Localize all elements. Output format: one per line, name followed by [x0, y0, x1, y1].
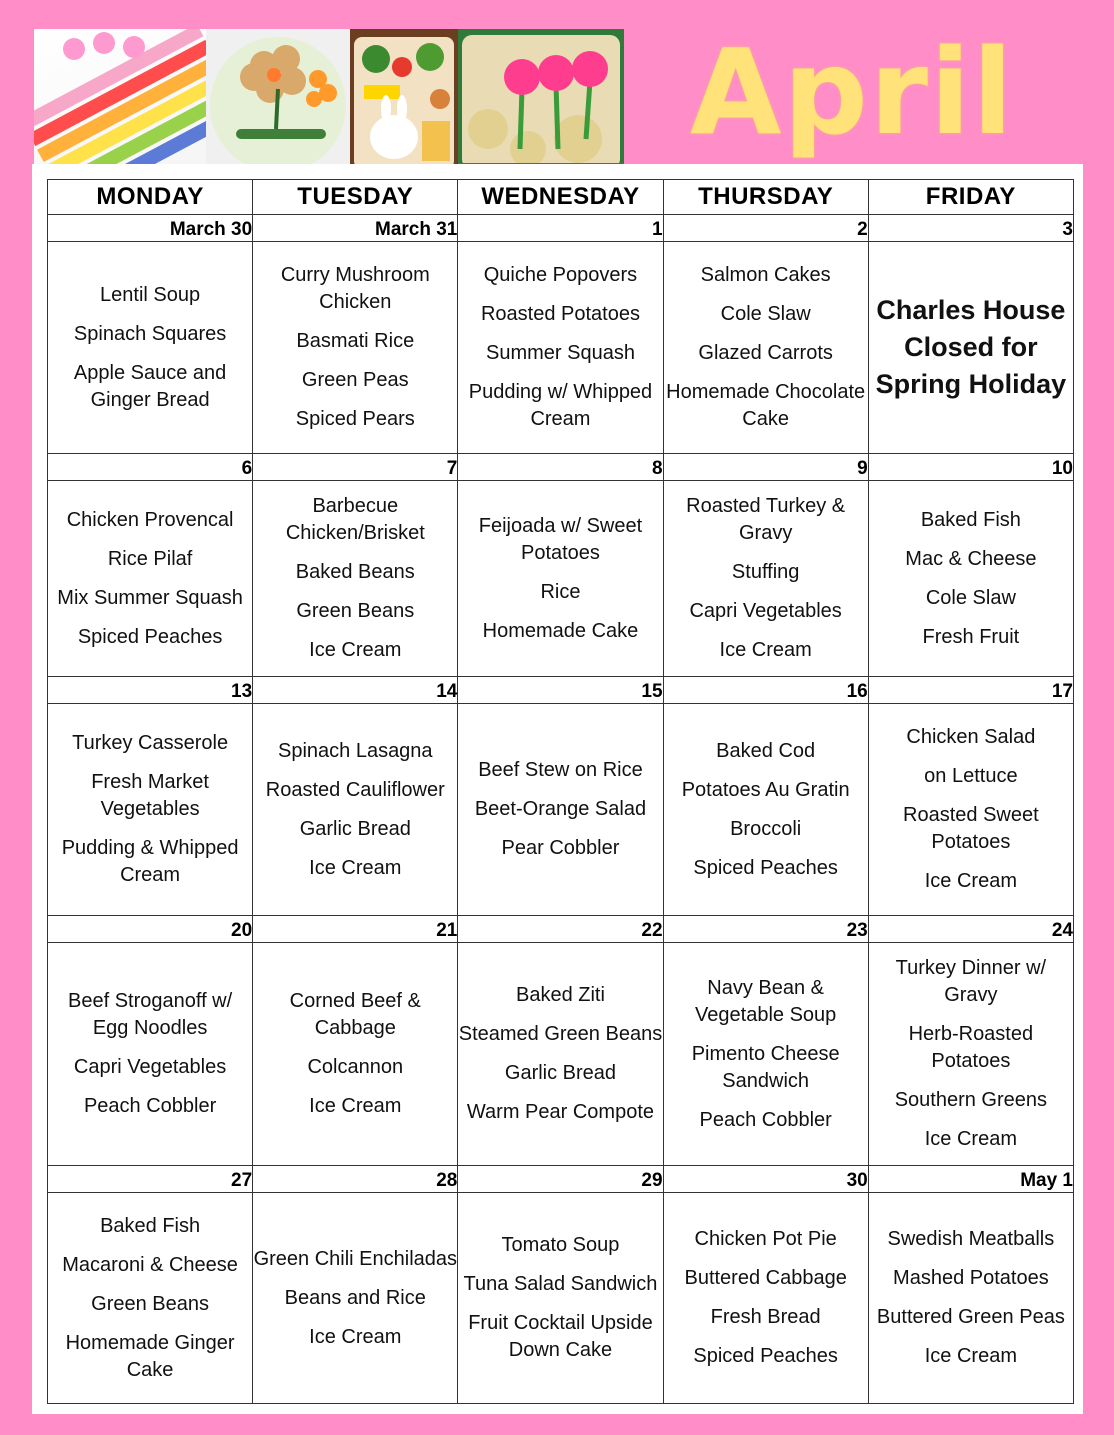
date-label: 8	[458, 454, 663, 481]
menu-item: Garlic Bread	[299, 817, 411, 840]
menu-item: Mac & Cheese	[905, 547, 1037, 570]
menu-item: Curry Mushroom Chicken	[280, 264, 430, 313]
date-label: 22	[458, 916, 663, 943]
menu-item: Green Beans	[296, 600, 415, 622]
menu-item: Lentil Soup	[100, 283, 201, 306]
date-label: 2	[663, 215, 868, 242]
menu-item: Green Peas	[301, 369, 409, 391]
menu-item: Basmati Rice	[296, 330, 415, 352]
date-row	[48, 215, 1074, 242]
date-label: 20	[48, 916, 253, 943]
day-menu	[868, 943, 1073, 1166]
date-label: May 1	[868, 1166, 1073, 1193]
weekday-header: THURSDAY	[663, 180, 868, 215]
menu-item: Peach Cobbler	[699, 1108, 832, 1131]
menu-row	[48, 704, 1074, 916]
menu-item: Macaroni & Cheese	[62, 1253, 238, 1276]
menu-item: Garlic Bread	[504, 1062, 617, 1084]
menu-item: Fresh Bread	[710, 1306, 821, 1328]
date-label: 10	[868, 454, 1073, 481]
date-label: 21	[253, 916, 458, 943]
day-menu	[253, 242, 458, 454]
menu-item: Roasted Cauliflower	[265, 778, 445, 801]
date-row	[48, 916, 1074, 943]
menu-item: Chicken Pot Pie	[694, 1228, 837, 1250]
day-menu	[663, 481, 868, 677]
menu-row	[48, 481, 1074, 677]
menu-item: Steamed Green Beans	[458, 1023, 663, 1045]
menu-item: Salmon Cakes	[700, 264, 831, 286]
weekday-header-row	[48, 180, 1074, 215]
menu-item: Pudding w/ Whipped Cream	[468, 381, 653, 430]
day-menu	[663, 1193, 868, 1404]
day-menu	[253, 481, 458, 677]
menu-item: Spiced Peaches	[693, 856, 838, 879]
date-label: 9	[663, 454, 868, 481]
menu-item: Homemade Cake	[482, 619, 639, 642]
month-title: April	[690, 23, 1015, 161]
weekday-header: FRIDAY	[868, 180, 1073, 215]
day-menu	[48, 704, 253, 916]
menu-item: Pudding & Whipped Cream	[61, 837, 239, 886]
menu-item: Baked Fish	[100, 1214, 201, 1237]
menu-item: Tuna Salad Sandwich	[463, 1273, 658, 1295]
day-menu	[458, 1193, 663, 1404]
date-label: 24	[868, 916, 1073, 943]
day-menu	[868, 242, 1073, 454]
menu-item: Baked Fish	[920, 508, 1021, 531]
menu-item: Spiced Pears	[295, 408, 415, 430]
day-menu	[253, 1193, 458, 1404]
menu-item: Chicken Provencal	[66, 508, 234, 531]
date-label: 30	[663, 1166, 868, 1193]
menu-item: Fresh Fruit	[922, 625, 1020, 648]
date-row	[48, 1166, 1074, 1193]
menu-item: Roasted Turkey & Gravy	[686, 495, 846, 544]
menu-item: Ice Cream	[924, 1345, 1017, 1367]
day-menu	[663, 943, 868, 1166]
date-label: 27	[48, 1166, 253, 1193]
date-label: 6	[48, 454, 253, 481]
menu-item: Pear Cobbler	[501, 837, 620, 859]
menu-row	[48, 242, 1074, 454]
menu-item: Spiced Peaches	[693, 1345, 838, 1367]
menu-item: Ice Cream	[309, 1095, 402, 1117]
photo-flower-sandwich-plate	[206, 29, 350, 173]
day-menu	[868, 704, 1073, 916]
menu-item: Mashed Potatoes	[893, 1267, 1049, 1289]
date-label: 14	[253, 677, 458, 704]
menu-item: Baked Beans	[295, 561, 415, 583]
menu-item: Baked Cod	[716, 739, 816, 762]
menu-item: Roasted Sweet Potatoes	[903, 804, 1039, 853]
day-menu	[48, 943, 253, 1166]
date-row	[48, 454, 1074, 481]
day-menu	[663, 704, 868, 916]
date-row	[48, 677, 1074, 704]
menu-item: Buttered Green Peas	[876, 1306, 1065, 1328]
photo-bento-box	[350, 29, 458, 173]
day-menu	[458, 704, 663, 916]
menu-item: Peach Cobbler	[83, 1095, 217, 1117]
menu-item: Pimento Cheese Sandwich	[691, 1042, 840, 1092]
day-menu	[868, 1193, 1073, 1404]
date-label: 23	[663, 916, 868, 943]
photo-fruit-skewers	[34, 29, 206, 173]
menu-calendar-sheet	[32, 164, 1083, 1414]
menu-item: Cole Slaw	[925, 586, 1016, 609]
menu-item: Colcannon	[307, 1056, 404, 1078]
menu-item: Turkey Dinner w/ Gravy	[895, 957, 1047, 1006]
food-photo-strip	[34, 29, 624, 173]
menu-item: Capri Vegetables	[73, 1056, 227, 1078]
menu-item: Mix Summer Squash	[57, 586, 243, 609]
menu-item: Beef Stew on Rice	[478, 759, 643, 781]
menu-item: Barbecue Chicken/Brisket	[285, 495, 425, 544]
menu-item: Ice Cream	[309, 639, 402, 661]
menu-item: Ice Cream	[719, 639, 812, 661]
menu-item: Navy Bean & Vegetable Soup	[695, 976, 837, 1026]
menu-row	[48, 1193, 1074, 1404]
photo-tulip-rice-bento	[458, 29, 624, 173]
menu-item: Potatoes Au Gratin	[681, 778, 850, 801]
day-menu	[458, 943, 663, 1166]
weekday-header: MONDAY	[48, 180, 253, 215]
menu-item: Rice Pilaf	[107, 547, 193, 570]
date-label: 17	[868, 677, 1073, 704]
menu-item: Homemade Ginger Cake	[65, 1331, 235, 1381]
menu-item: Spiced Peaches	[77, 625, 223, 648]
menu-item: Feijoada w/ Sweet Potatoes	[478, 514, 643, 564]
day-menu	[48, 481, 253, 677]
date-label: 13	[48, 677, 253, 704]
day-menu	[253, 943, 458, 1166]
day-menu	[868, 481, 1073, 677]
date-label: March 31	[253, 215, 458, 242]
menu-item: Ice Cream	[309, 1325, 402, 1348]
menu-item: Glazed Carrots	[698, 342, 833, 364]
menu-item: Warm Pear Compote	[466, 1101, 655, 1123]
menu-item: Green Chili Enchiladas	[253, 1247, 457, 1270]
date-label: 28	[253, 1166, 458, 1193]
menu-item: Apple Sauce and Ginger Bread	[73, 361, 227, 411]
menu-item: Ice Cream	[924, 870, 1017, 892]
menu-item: Broccoli	[730, 817, 802, 840]
menu-item: Green Beans	[91, 1292, 210, 1315]
menu-item: Swedish Meatballs	[887, 1228, 1055, 1250]
menu-item: Ice Cream	[309, 856, 402, 879]
menu-item: Rice	[540, 580, 581, 603]
menu-item: Beef Stroganoff w/ Egg Noodles	[68, 990, 233, 1039]
date-label: 1	[458, 215, 663, 242]
menu-item: Turkey Casserole	[72, 732, 229, 754]
menu-item: Southern Greens	[894, 1089, 1048, 1111]
menu-item: Corned Beef & Cabbage	[289, 990, 421, 1039]
menu-item: Fruit Cocktail Upside Down Cake	[468, 1312, 653, 1361]
date-label: 15	[458, 677, 663, 704]
menu-item: Homemade Chocolate Cake	[666, 381, 866, 430]
menu-item: Stuffing	[731, 561, 800, 583]
menu-item: Fresh Market Vegetables	[91, 771, 209, 820]
day-menu	[663, 242, 868, 454]
date-label: 7	[253, 454, 458, 481]
menu-item: Capri Vegetables	[689, 600, 842, 622]
menu-item: Baked Ziti	[516, 984, 605, 1006]
menu-item: Ice Cream	[924, 1128, 1017, 1150]
menu-calendar	[47, 179, 1074, 1404]
menu-row	[48, 943, 1074, 1166]
day-menu	[458, 242, 663, 454]
menu-item: Quiche Popovers	[483, 264, 638, 286]
menu-item: Cole Slaw	[720, 303, 811, 325]
menu-item: Beans and Rice	[284, 1286, 426, 1309]
day-menu	[458, 481, 663, 677]
menu-item: Buttered Cabbage	[684, 1267, 847, 1289]
menu-item: Chicken Salad	[906, 726, 1036, 748]
weekday-header: TUESDAY	[253, 180, 458, 215]
date-label: 29	[458, 1166, 663, 1193]
menu-item: Herb-Roasted Potatoes	[908, 1023, 1034, 1072]
menu-item: Beet-Orange Salad	[474, 798, 647, 820]
date-label: March 30	[48, 215, 253, 242]
menu-item: Roasted Potatoes	[480, 303, 640, 325]
menu-item: Tomato Soup	[501, 1234, 620, 1256]
day-menu	[48, 1193, 253, 1404]
menu-item: on Lettuce	[924, 765, 1018, 787]
menu-item: Spinach Squares	[73, 322, 227, 345]
menu-item: Spinach Lasagna	[277, 739, 433, 762]
date-label: 16	[663, 677, 868, 704]
date-label: 3	[868, 215, 1073, 242]
day-menu	[253, 704, 458, 916]
weekday-header: WEDNESDAY	[458, 180, 663, 215]
holiday-closed-notice: Charles House Closed for Spring Holiday	[875, 295, 1067, 399]
menu-item: Summer Squash	[485, 342, 635, 364]
day-menu	[48, 242, 253, 454]
